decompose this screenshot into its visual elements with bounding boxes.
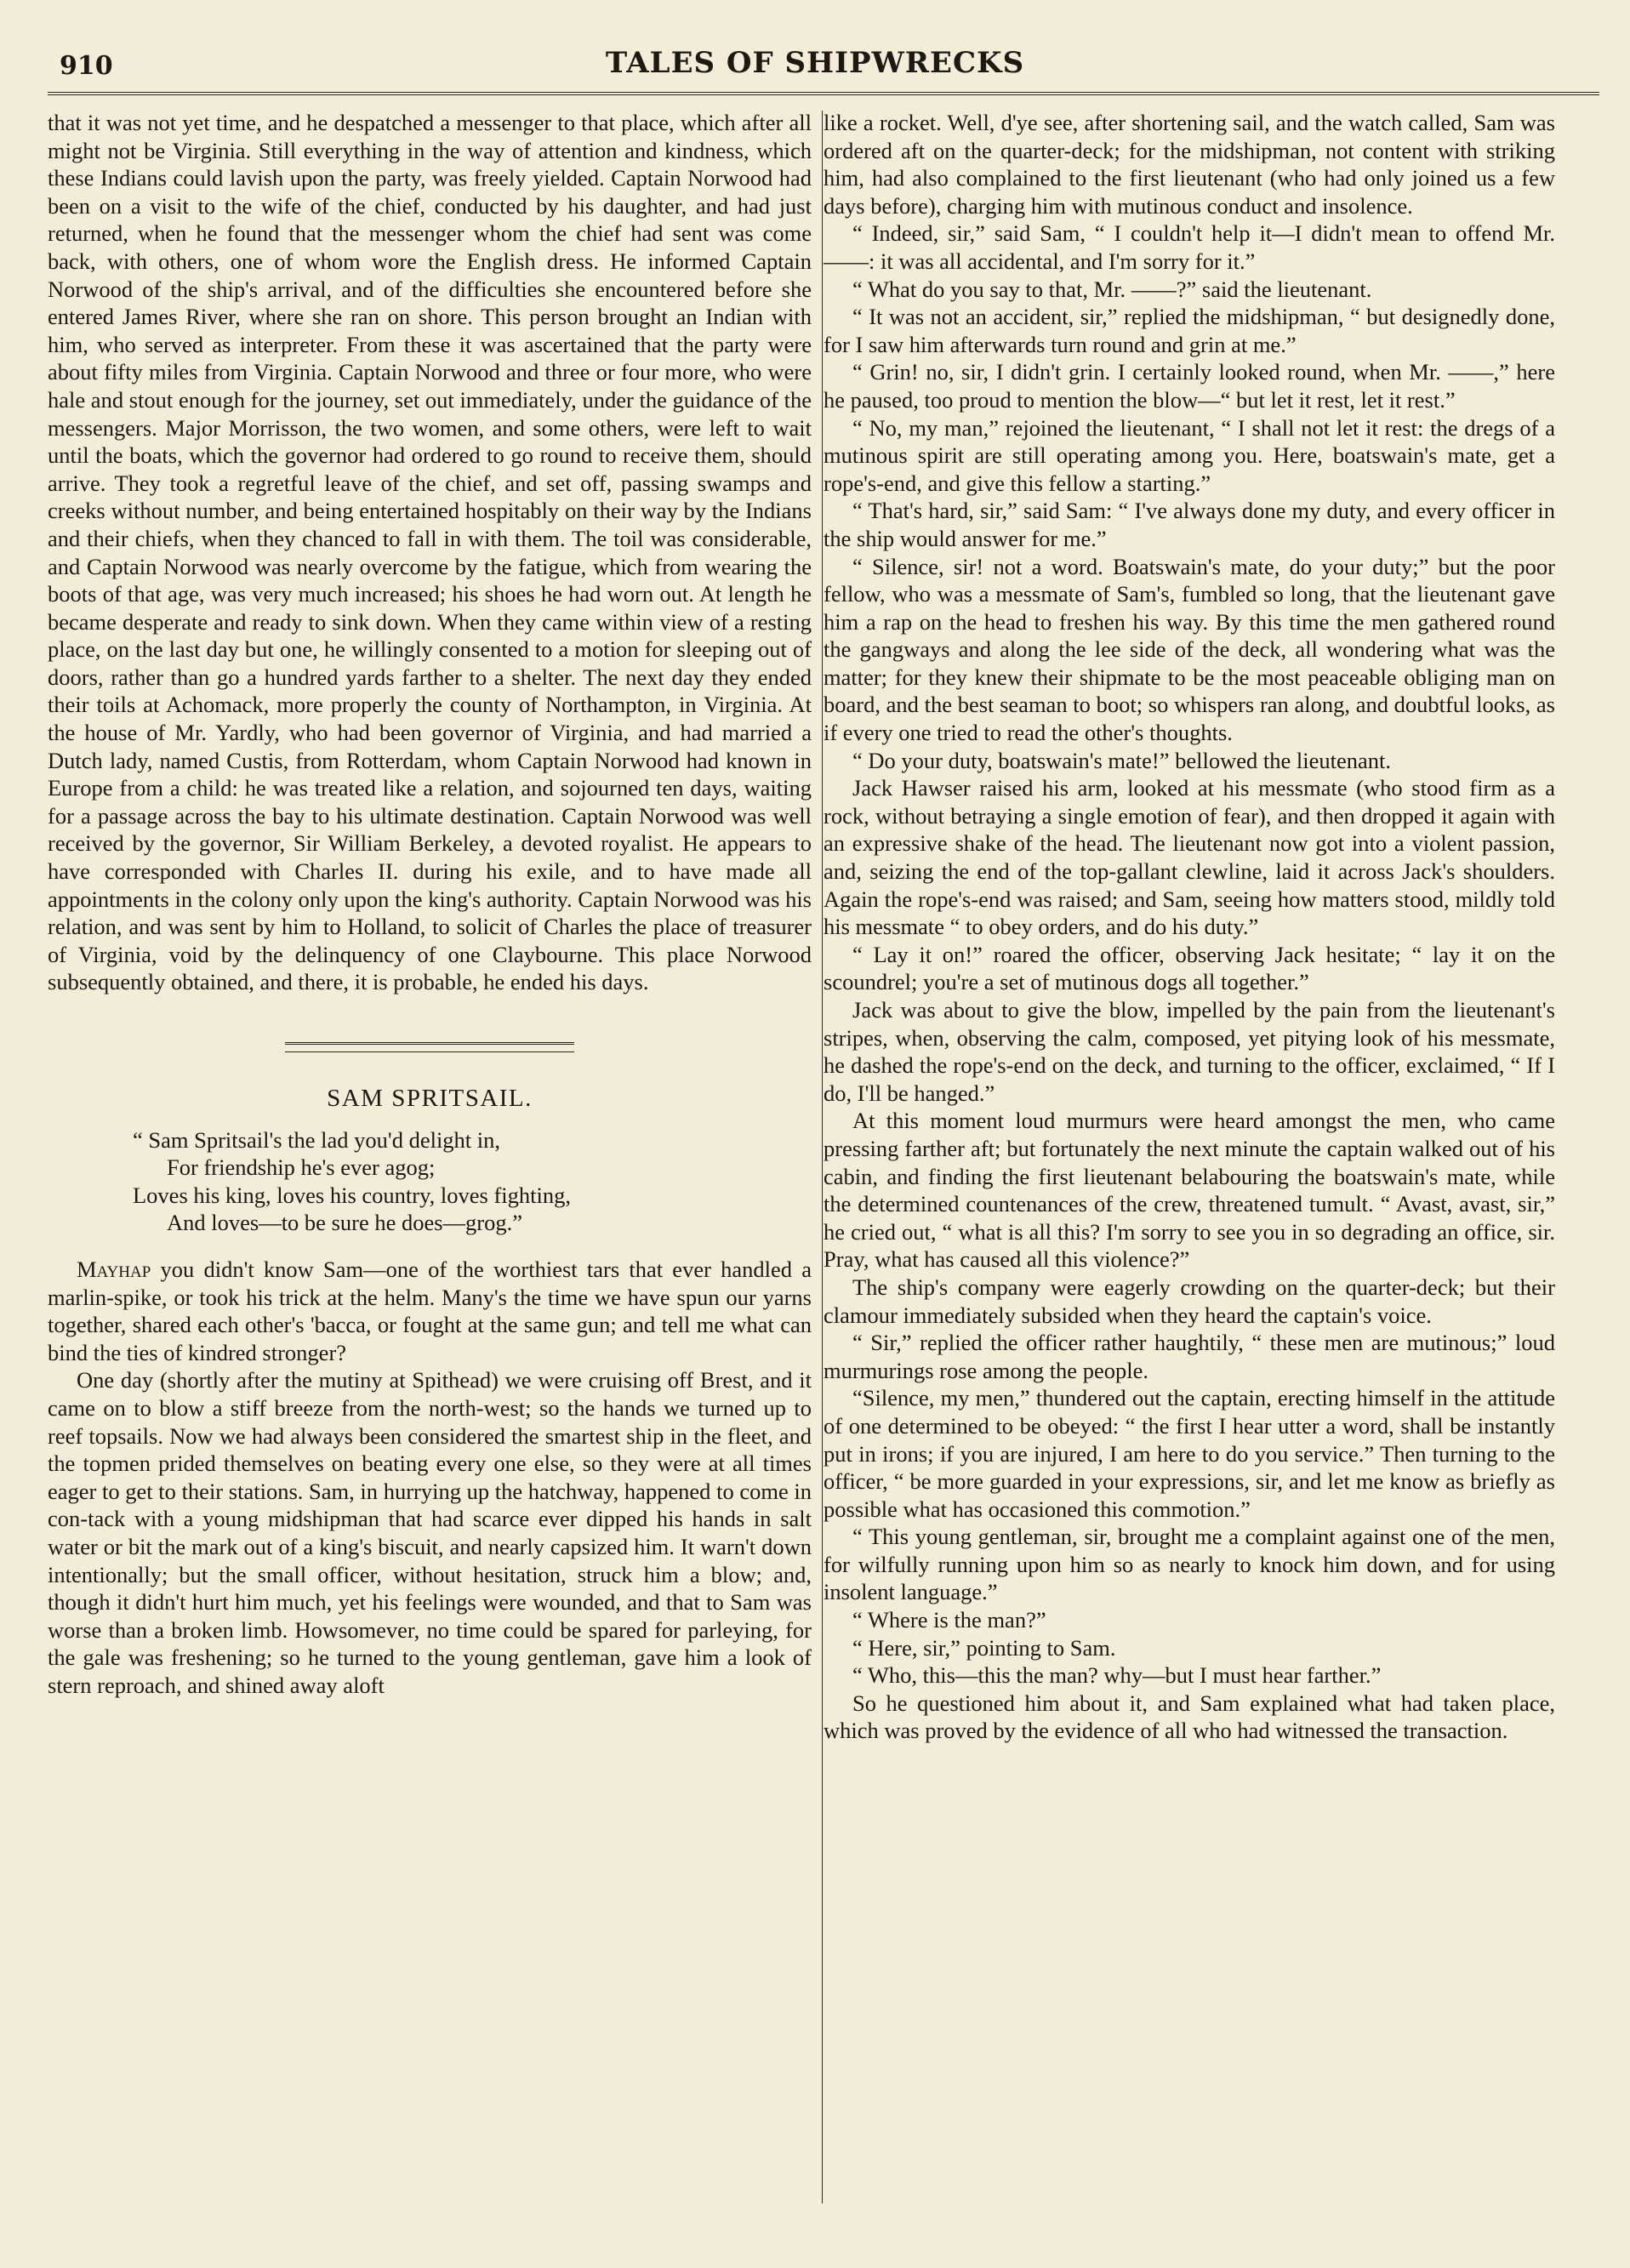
paragraph: “ Lay it on!” roared the officer, observing Jack hesitate; “ lay it on the scoundrel; you're a set of mutinous dogs all together.” <box>824 941 1555 995</box>
paragraph: Jack was about to give the blow, impelled by the pain from the lieutenant's stripes, when, observing the calm, composed, yet pitying look of his messmate, he dashed the rope's-end on the deck, and turning to the officer, exclaimed, “ If I do, I'll be hanged.” <box>824 997 1555 1106</box>
paragraph: At this moment loud murmurs were heard amongst the men, who came pressing farther aft; but fortunately the next minute the captain walked out of his cabin, and finding the first lieutenant belabouring the boatswain's mate, while the determined countenances of the crew, threatened tumult. “ Avast, avast, sir,” he cried out, “ what is all this? I'm sorry to see you in so degrading an office, sir. Pray, what has caused all this violence?” <box>824 1108 1555 1273</box>
verse-line: For friendship he's ever agog; <box>167 1154 436 1181</box>
drop-word: Mayhap <box>77 1256 151 1282</box>
paragraph: “ Sir,” replied the officer rather haughtily, “ these men are mutinous;” loud murmurings rose among the people. <box>824 1330 1555 1383</box>
header-rule <box>48 92 1599 95</box>
paragraph: “ Grin! no, sir, I didn't grin. I certainly looked round, when Mr. ——,” here he paused, too proud to mention the blow—“ but let it rest, let it rest.” <box>824 359 1555 413</box>
story-title: SAM SPRITSAIL. <box>327 1085 533 1112</box>
column-divider <box>822 111 823 2203</box>
paragraph: “ This young gentleman, sir, brought me a complaint against one of the men, for wilfully running upon him so as nearly to knock him down, and for using insolent language.” <box>824 1524 1555 1605</box>
paragraph <box>48 1256 812 1366</box>
paragraph: One day (shortly after the mutiny at Spithead) we were cruising off Brest, and it came on to blow a stiff breeze from the north-west; so the hands we turned up to reef topsails. Now we had always been considered the smartest ship in the fleet, and the topmen prided themselves on beating every one else, so they were at all times eager to get to their stations. Sam, in hurrying up the hatchway, happened to come in con-tack with a young midshipman that had scarce ever dipped his hands in salt water or bit the mark out of a king's biscuit, and nearly capsized him. It warn't down intentionally; but the small officer, without hesitation, struck him a blow; and, though it didn't hurt him much, yet his feelings were wounded, and that to Sam was worse than a broken limb. Howsomever, no time could be spared for parleying, for the gale was freshening; so he turned to the young gentleman, gave him a look of stern reproach, and shined away aloft <box>48 1367 812 1698</box>
paragraph: “ No, my man,” rejoined the lieutenant, “ I shall not let it rest: the dregs of a mutinous spirit are still operating among you. Here, boatswain's mate, get a rope's-end, and give this fellow a starting.” <box>824 414 1555 496</box>
page-number: 910 <box>60 51 113 81</box>
paragraph: that it was not yet time, and he despatched a messenger to that place, which after all might not be Virginia. Still everything in the way of attention and kindness, which these Indians could lavish upon the party, was freely yielded. Captain Norwood had been on a visit to the wife of the chief, conducted by his daughter, and had just returned, when he found that the messenger whom the chief had sent was come back, with others, one of whom wore the English dress. He informed Captain Norwood of the ship's arrival, and of the difficulties she encountered before she entered James River, where she ran on shore. This person brought an Indian with him, who served as interpreter. From these it was ascertained that the party were about fifty miles from Virginia. Captain Norwood and three or four more, who were hale and stout enough for the journey, set out immediately, under the guidance of the messengers. Major Morrisson, the two women, and some others, were left to wait until the boats, which the governor had ordered to go round to receive them, should arrive. They took a regretful leave of the chief, and set off, passing swamps and creeks without number, and being entertained hospitably on their way by the Indians and their chiefs, when they chanced to fall in with them. The toil was considerable, and Captain Norwood was nearly overcome by the fatigue, which from wearing the boots of that age, was very much increased; his shoes he had worn out. At length he became desperate and ready to sink down. When they came within view of a resting place, on the last day but one, he willingly consented to a motion for sleeping out of doors, rather than go a hundred yards farther to a shelter. The next day they ended their toils at Achomack, more properly the county of Northampton, in Virginia. At the house of Mr. Yardly, who had been governor of Virginia, and had married a Dutch lady, named Custis, from Rotterdam, whom Captain Norwood had known in Europe from a child: he was treated like a relation, and sojourned ten days, waiting for a passage across the bay to his ultimate destination. Captain Norwood was well received by the governor, Sir William Berkeley, a devoted royalist. He appears to have corresponded with Charles II. during his exile, and to have made all appointments in the colony only upon the king's authority. Captain Norwood was his relation, and was sent by him to Holland, to solicit of Charles the place of treasurer of Virginia, void by the delinquency of one Claybourne. This place Norwood subsequently obtained, and there, it is probable, he ended his days. <box>48 110 812 995</box>
paragraph: “ Who, this—this the man? why—but I must hear farther.” <box>852 1662 1382 1689</box>
paragraph: “Silence, my men,” thundered out the captain, erecting himself in the attitude of one determined to be obeyed: “ the first I hear utter a word, shall be instantly put in irons; if you are injured, I am here to do you service.” Then turning to the officer, “ be more guarded in your expressions, sir, and let me know as briefly as possible what has occasioned this commotion.” <box>824 1385 1555 1522</box>
paragraph: “ That's hard, sir,” said Sam: “ I've always done my duty, and every officer in the ship would answer for me.” <box>824 498 1555 551</box>
paragraph: “ It was not an accident, sir,” replied the midshipman, “ but designedly done, for I saw him afterwards turn round and grin at me.” <box>824 304 1555 357</box>
paragraph: like a rocket. Well, d'ye see, after shortening sail, and the watch called, Sam was ordered aft on the quarter-deck; for the midshipman, not content with striking him, had also complained to the first lieutenant (who had only joined us a few days before), charging him with mutinous conduct and insolence. <box>824 110 1555 219</box>
paragraph: “ Here, sir,” pointing to Sam. <box>852 1634 1116 1661</box>
paragraph: “ Where is the man?” <box>852 1607 1046 1633</box>
paragraph: The ship's company were eagerly crowding on the quarter-deck; but their clamour immediately subsided when they heard the captain's voice. <box>824 1274 1555 1328</box>
verse-line: And loves—to be sure he does—grog.” <box>167 1210 523 1236</box>
section-separator <box>285 1042 574 1052</box>
paragraph-text: you didn't know Sam—one of the worthiest tars that ever handled a marlin-spike, or took his trick at the helm. Many's the time we have spun our yarns together, shared each other's 'bacca, or fought at the same gun; and tell me what can bind the ties of kindred stronger? <box>48 1256 812 1365</box>
paragraph: So he questioned him about it, and Sam explained what had taken place, which was proved by the evidence of all who had witnessed the transaction. <box>824 1690 1555 1744</box>
verse-line: Loves his king, loves his country, loves fighting, <box>133 1182 571 1208</box>
paragraph: “ Indeed, sir,” said Sam, “ I couldn't help it—I didn't mean to offend Mr. ——: it was all accidental, and I'm sorry for it.” <box>824 220 1555 274</box>
verse-line: “ Sam Spritsail's the lad you'd delight in, <box>133 1126 501 1153</box>
right-column <box>824 109 1555 1745</box>
paragraph: “ Silence, sir! not a word. Boatswain's mate, do your duty;” but the poor fellow, who was a messmate of Sam's, fumbled so long, that the lieutenant gave him a rap on the head to freshen his way. By this time the men gathered round the gangways and along the lee side of the deck, all wondering what was the matter; for they knew their shipmate to be the most peaceable obliging man on board, and the best seaman to boot; so whispers ran along, and doubtful looks, as if every one tried to read the other's thoughts. <box>824 553 1555 746</box>
verse-epigraph <box>133 1126 812 1237</box>
paragraph: Jack Hawser raised his arm, looked at his messmate (who stood firm as a rock, without betraying a single emotion of fear), and then dropped it again with an expressive shake of the head. The lieutenant now got into a violent passion, and, seizing the end of the top-gallant clewline, laid it across Jack's shoulders. Again the rope's-end was raised; and Sam, seeing how matters stood, mildly told his messmate “ to obey orders, and do his duty.” <box>824 775 1555 940</box>
running-title: TALES OF SHIPWRECKS <box>605 46 1025 80</box>
paragraph: “ Do your duty, boatswain's mate!” bellowed the lieutenant. <box>852 747 1391 773</box>
left-column <box>48 109 812 1699</box>
paragraph: “ What do you say to that, Mr. ——?” said the lieutenant. <box>852 276 1372 302</box>
